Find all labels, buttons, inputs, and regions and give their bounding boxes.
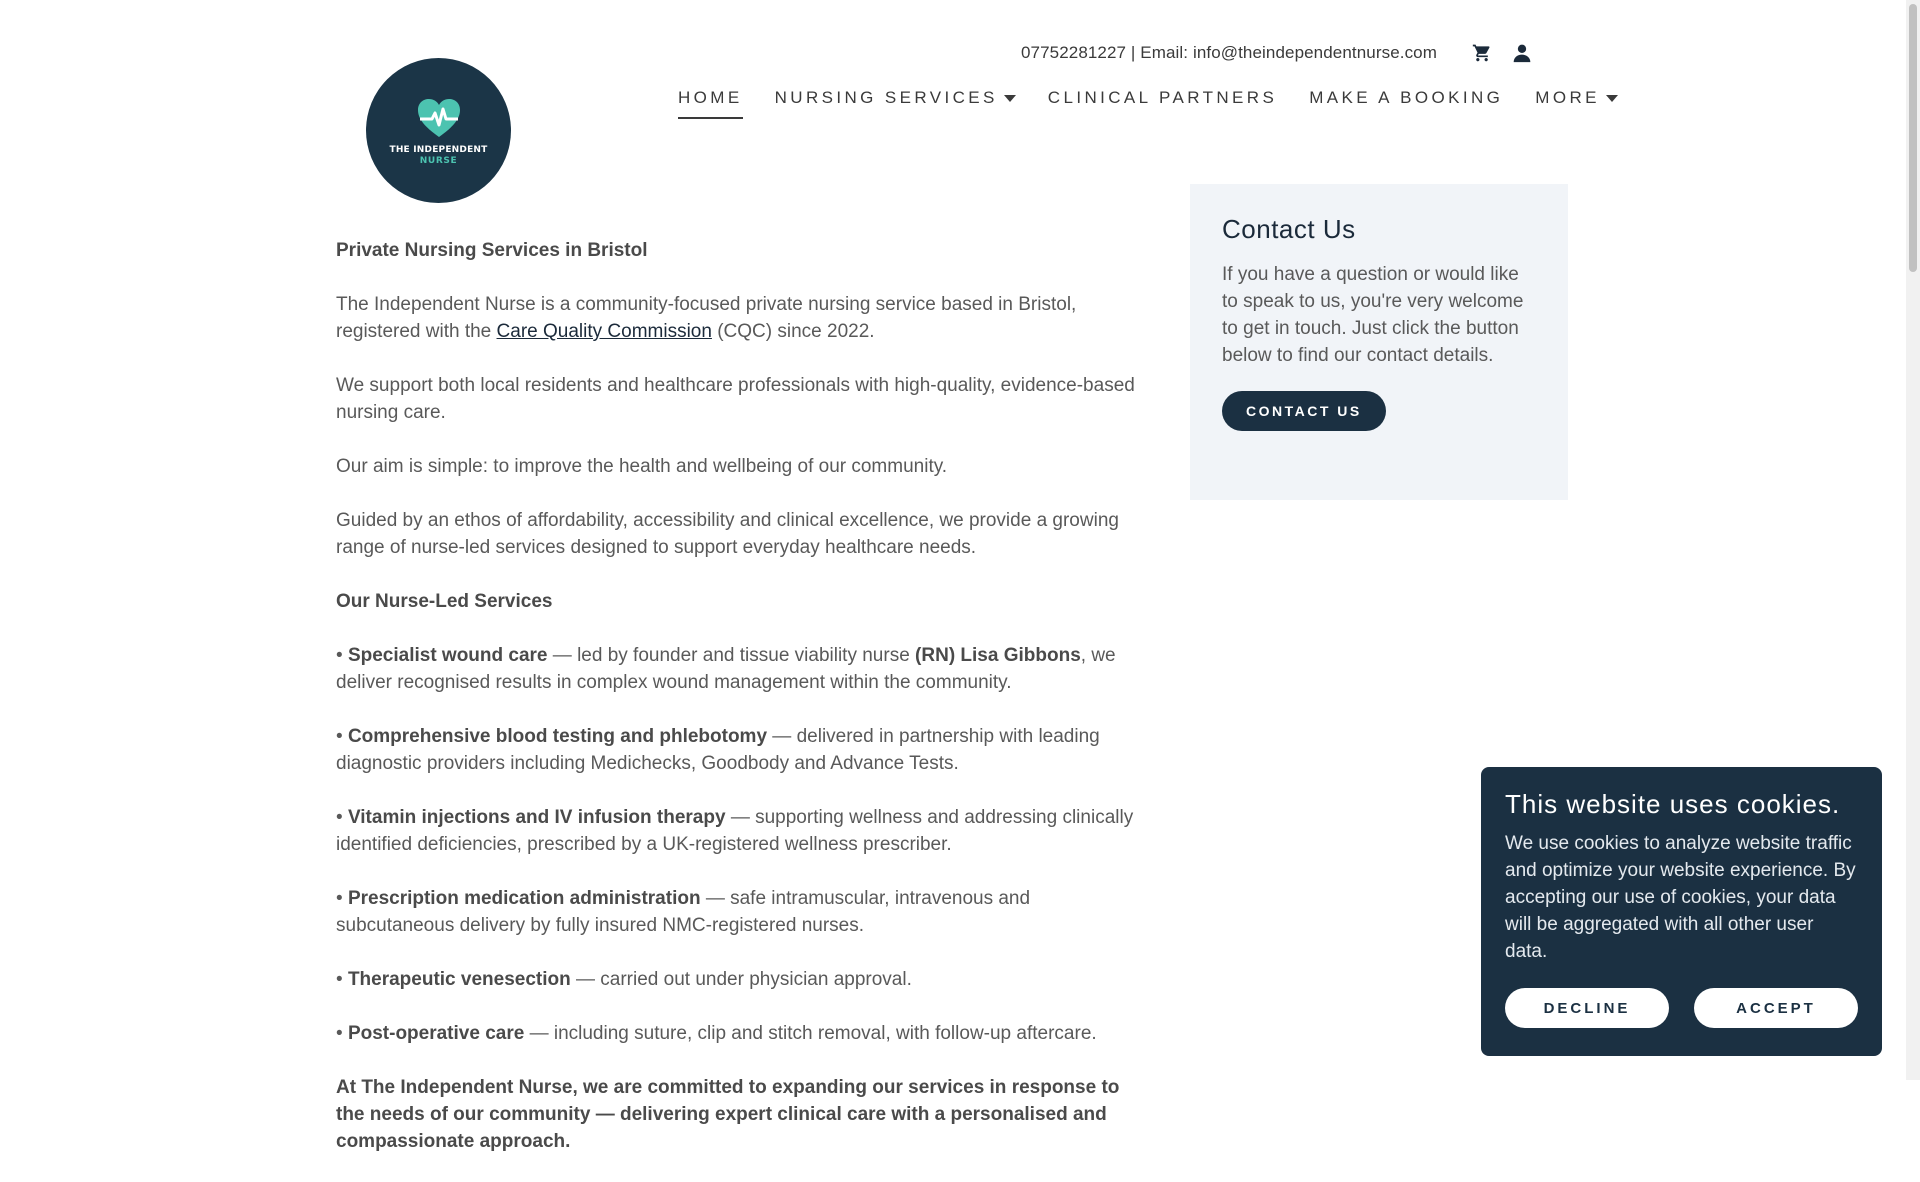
contact-card-body: If you have a question or would like to speak to us, you're very welcome to get in touch. Just click the button below to find our contact details. [1222,264,1524,366]
accept-button[interactable]: ACCEPT [1694,988,1858,1028]
service-text-extra: , we deliver recognised results in complex wound management within the community. [336,645,1116,693]
service-name: Therapeutic venesection [347,969,571,990]
site-logo[interactable] [366,58,511,203]
service-text: — carried out under physician approval. [570,969,912,990]
services-heading: Our Nurse-Led Services [336,591,553,612]
service-text: — delivered in partnership with leading diagnostic providers including Medichecks, Goodbody and Advance Tests. [336,726,1100,774]
service-name: Prescription medication administration [347,888,701,909]
contact-card [1190,184,1568,500]
list-item: • Prescription medication administration — safe intramuscular, intravenous and subcutaneous delivery by fully insured NMC-registered nurses. [336,888,1031,936]
contact-us-button[interactable]: CONTACT US [1222,391,1386,431]
contact-card-title: Contact Us [1222,214,1356,244]
service-name: Specialist wound care [347,645,548,666]
service-text: — safe intramuscular, intravenous and subcutaneous delivery by fully insured NMC-registered nurses. [336,888,1031,936]
list-item: • Vitamin injections and IV infusion therapy — supporting wellness and addressing clinically identified deficiencies, prescribed by a UK-registered wellness prescriber. [336,807,1134,855]
cookie-body: We use cookies to analyze website traffic and optimize your website experience. By accepting our use of cookies, your data will be aggregated with all other user data. [1505,833,1856,962]
intro-text-before: The Independent Nurse is a community-focused private nursing service based in Bristol, registered with the [336,294,1077,342]
chevron-down-icon [1004,95,1016,102]
main-nav [678,88,1618,119]
nav-make-a-booking-label: MAKE A BOOKING [1309,88,1504,107]
chevron-down-icon [1606,95,1618,102]
logo-text-line2: NURSE [419,156,458,166]
support-paragraph: We support both local residents and healthcare professionals with high-quality, evidence-based nursing care. [336,375,1135,423]
service-name: Comprehensive blood testing and phlebotomy [347,726,768,747]
decline-button[interactable]: DECLINE [1505,988,1669,1028]
cqc-link[interactable]: Care Quality Commission [496,321,712,342]
nav-nursing-services-label: NURSING SERVICES [774,88,998,107]
user-icon[interactable] [1507,38,1537,68]
cookie-buttons [1505,988,1858,1028]
nav-clinical-partners[interactable] [1048,88,1277,119]
contact-line [1021,43,1437,63]
cookie-banner [1481,767,1882,1056]
intro-text-after: (CQC) since 2022. [711,321,875,342]
service-text: — including suture, clip and stitch removal, with follow-up aftercare. [524,1023,1097,1044]
service-text: — supporting wellness and addressing clinically identified deficiencies, prescribed by a UK-registered wellness prescriber. [336,807,1134,855]
list-item: • Post-operative care — including suture, clip and stitch removal, with follow-up aftercare. [336,1023,1097,1044]
services-list [336,642,1136,1047]
nav-more[interactable] [1535,88,1618,119]
nav-home-label: HOME [678,88,743,107]
email-separator: | Email: [1126,43,1193,62]
email-address[interactable]: info@theindependentnurse.com [1192,43,1437,62]
cookie-title: This website uses cookies. [1505,789,1841,819]
service-name-extra: (RN) Lisa Gibbons [915,645,1081,666]
top-contact-bar [1021,38,1537,68]
list-item: • Specialist wound care — led by founder and tissue viability nurse (RN) Lisa Gibbons, we deliver recognised results in complex wound management within the community. [336,645,1116,693]
heart-icon [418,99,460,139]
nav-clinical-partners-label: CLINICAL PARTNERS [1047,88,1278,107]
service-text: — led by founder and tissue viability nurse [547,645,916,666]
intro-paragraph [336,291,1136,345]
aim-paragraph: Our aim is simple: to improve the health and wellbeing of our community. [336,456,948,477]
nav-home[interactable] [678,88,743,119]
list-item: • Therapeutic venesection — carried out under physician approval. [336,969,912,990]
phone-number[interactable]: 07752281227 [1021,43,1127,62]
nav-nursing-services[interactable] [775,88,1016,119]
main-content [336,237,1136,1182]
scrollbar-thumb[interactable] [1909,4,1917,272]
service-name: Post-operative care [347,1023,525,1044]
list-item: • Comprehensive blood testing and phlebotomy — delivered in partnership with leading diagnostic providers including Medichecks, Goodbody and Advance Tests. [336,726,1100,774]
logo-text-line1: THE INDEPENDENT [389,145,488,155]
service-name: Vitamin injections and IV infusion therapy [347,807,726,828]
ethos-paragraph: Guided by an ethos of affordability, accessibility and clinical excellence, we provide a growing range of nurse-led services designed to support everyday healthcare needs. [336,510,1119,558]
nav-more-label: MORE [1535,88,1600,107]
closing-paragraph: At The Independent Nurse, we are committed to expanding our services in response to the needs of our community — delivering expert clinical care with a personalised and compassionate approach. [336,1077,1120,1152]
scrollbar[interactable] [1906,0,1920,1080]
page-heading: Private Nursing Services in Bristol [336,240,648,261]
nav-make-a-booking[interactable] [1309,88,1503,119]
cart-icon[interactable] [1467,38,1497,68]
